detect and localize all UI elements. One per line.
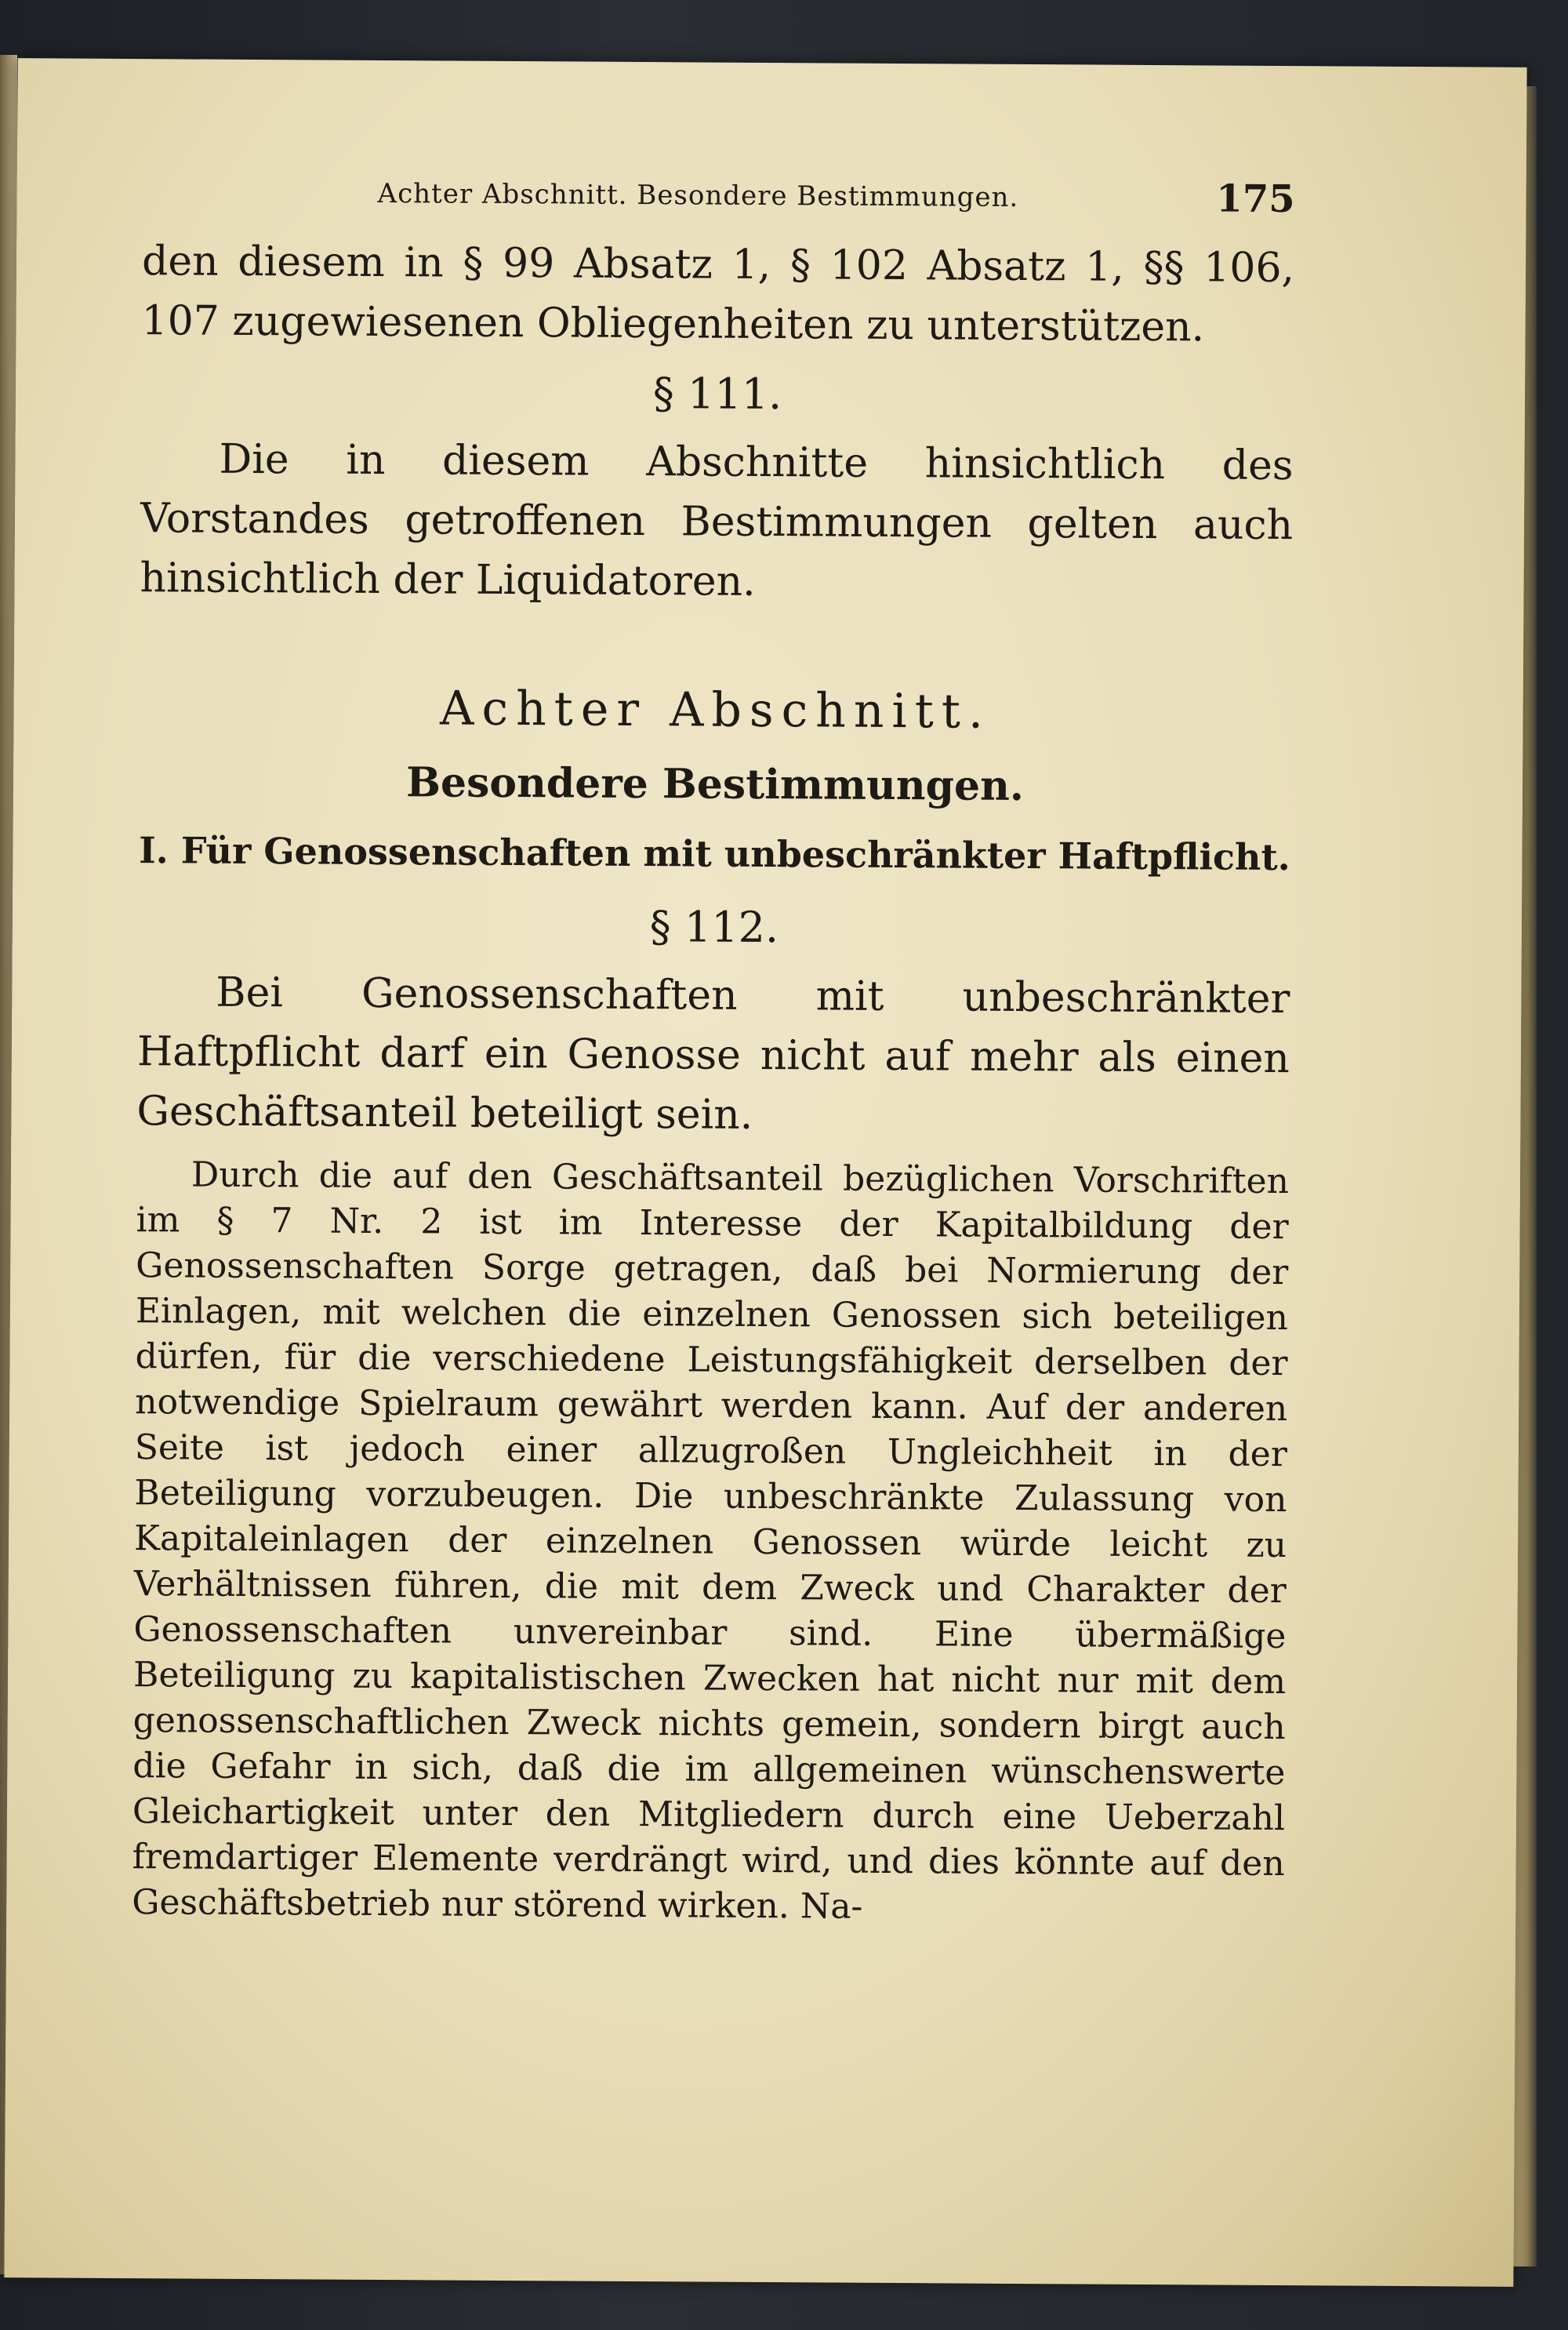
chapter-title: Achter Abschnitt. <box>439 681 992 740</box>
section-112-text: Bei Genossenschaften mit unbeschränkter Haftpflicht darf ein Genosse nicht auf mehr als einen Geschäftsanteil beteiligt sein. <box>136 969 1290 1139</box>
section-112-heading: § 112. <box>649 902 779 953</box>
section-111-text: Die in diesem Abschnitte hinsichtlich des Vorstandes getroffenen Bestimmungen gelten auch hinsichtlich der Liquidatoren. <box>140 435 1294 605</box>
running-title: Achter Abschnitt. Besondere Bestimmungen. <box>377 177 1019 213</box>
chapter-part-heading: I. Für Genossenschaften mit unbeschränkter Haftpflicht. <box>139 829 1290 879</box>
continuation-paragraph: den diesem in § 99 Absatz 1, § 102 Absatz 1, §§ 106, 107 zugewiesenen Obliegenheiten zu unterstützen. <box>141 238 1295 351</box>
page-content <box>132 176 1295 1932</box>
page-number: 175 <box>1216 176 1295 222</box>
section-111-heading: § 111. <box>652 369 782 420</box>
chapter-subtitle: Besondere Bestimmungen. <box>405 758 1025 811</box>
commentary-paragraph: Durch die auf den Geschäftsanteil bezüglichen Vorschriften im § 7 Nr. 2 ist im Interesse der Kapitalbildung der Genossenschaften Sorge getragen, daß bei Normierung der Einlagen, mit welchen die einzelnen Genossen sich beteiligen dürfen, für die verschiedene Leistungsfähigkeit derselben der notwendige Spielraum gewährt werden kann. Auf der anderen Seite ist jedoch einer allzugroßen Ungleichheit in der Beteiligung vorzubeugen. Die unbeschränkte Zulassung von Kapitaleinlagen der einzelnen Genossen würde leicht zu Verhältnissen führen, die mit dem Zweck und Charakter der Genossenschaften unvereinbar sind. Eine übermäßige Beteiligung zu kapitalistischen Zwecken hat nicht nur mit dem genossenschaftlichen Zweck nichts gemein, sondern birgt auch die Gefahr in sich, daß die im allgemeinen wünschenswerte Gleichartigkeit unter den Mitgliedern durch eine Ueberzahl fremdartiger Elemente verdrängt wird, und dies könnte auf den Geschäftsbetrieb nur störend wirken. Na- <box>132 1154 1290 1927</box>
running-head <box>142 176 1294 238</box>
book-page <box>4 58 1526 2287</box>
